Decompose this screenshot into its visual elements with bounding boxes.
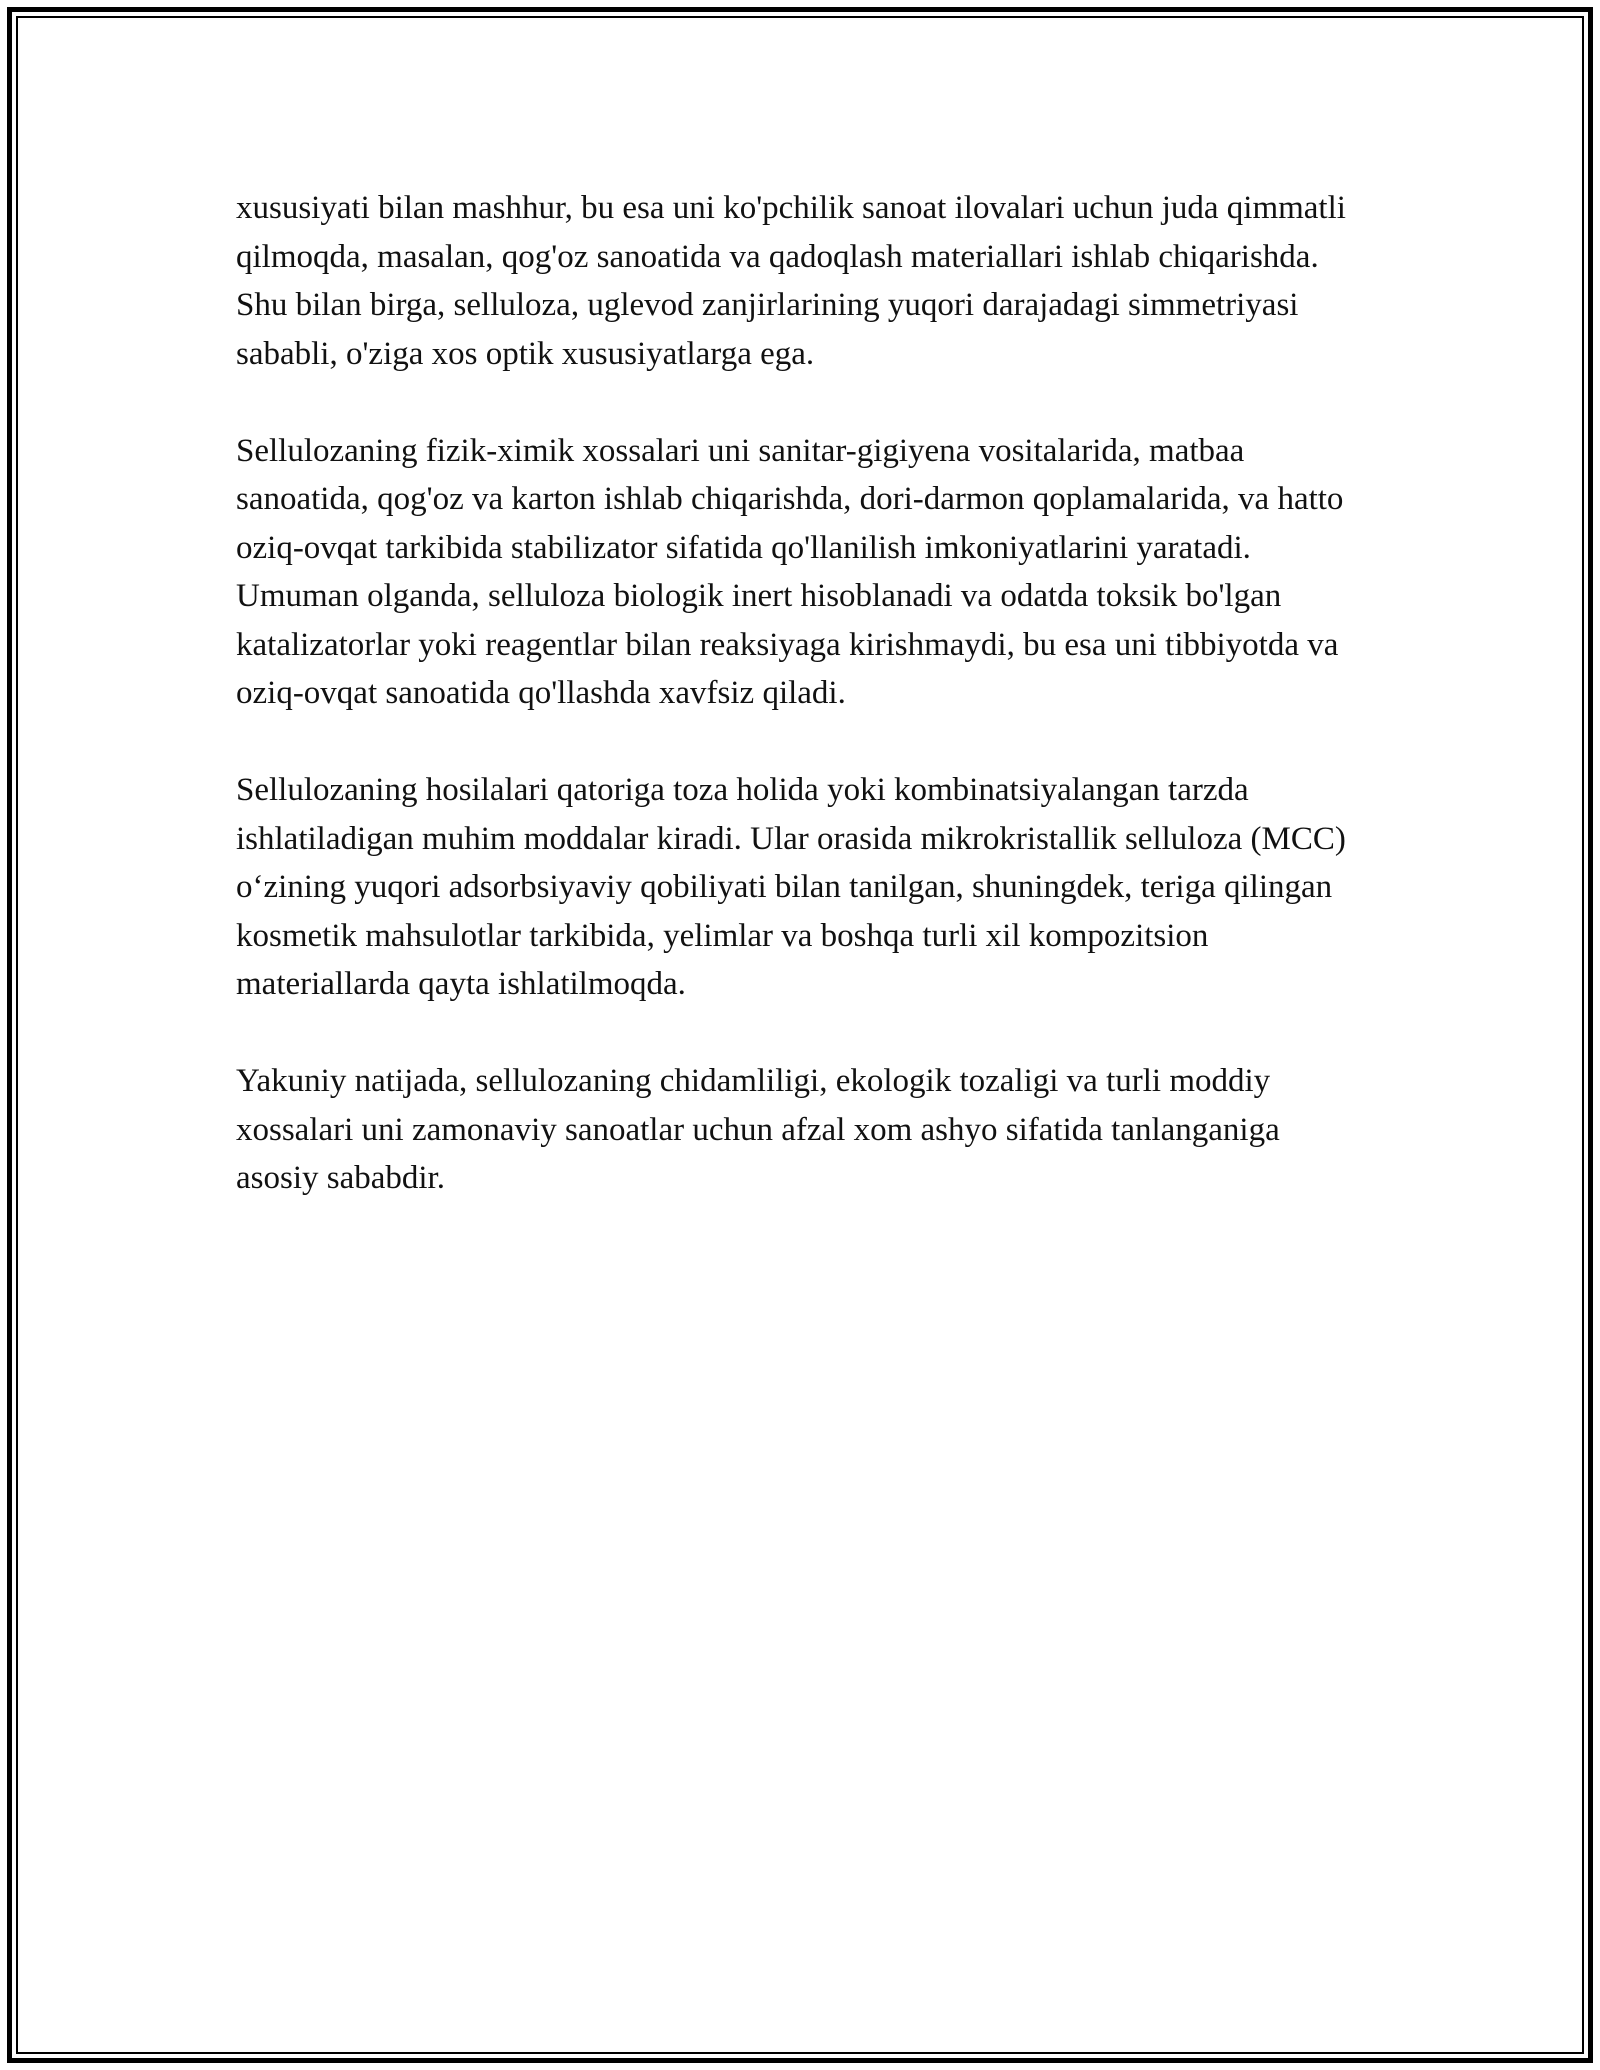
document-body [236,184,1366,1251]
paragraph-3: Sellulozaning hosilalari qatoriga toza holida yoki kombinatsiyalangan tarzda ishlatiladigan muhim moddalar kiradi. Ular orasida mikrokristallik selluloza (MCC) o‘zining yuqori adsorbsiyaviy qobiliyati bilan tanilgan, shuningdek, teriga qilingan kosmetik mahsulotlar tarkibida, yelimlar va boshqa turli xil kompozitsion materiallarda qayta ishlatilmoqda. [236,772,1346,1002]
paragraph-2: Sellulozaning fizik-ximik xossalari uni sanitar-gigiyena vositalarida, matbaa sanoatida, qog'oz va karton ishlab chiqarishda, dori-darmon qoplamalarida, va hatto oziq-ovqat tarkibida stabilizator sifatida qo'llanilish imkoniyatlarini yaratadi. Umuman olganda, selluloza biologik inert hisoblanadi va odatda toksik bo'lgan katalizatorlar yoki reagentlar bilan reaksiyaga kirishmaydi, bu esa uni tibbiyotda va oziq-ovqat sanoatida qo'llashda xavfsiz qiladi. [236,432,1344,711]
paragraph-1: xususiyati bilan mashhur, bu esa uni ko'pchilik sanoat ilovalari uchun juda qimmatli qilmoqda, masalan, qog'oz sanoatida va qadoqlash materiallari ishlab chiqarishda. Shu bilan birga, selluloza, uglevod zanjirlarining yuqori darajadagi simmetriyasi sababli, o'ziga xos optik xususiyatlarga ega. [236,190,1346,372]
paragraph-4: Yakuniy natijada, sellulozaning chidamliligi, ekologik tozaligi va turli moddiy xossalari uni zamonaviy sanoatlar uchun afzal xom ashyo sifatida tanlanganiga asosiy sababdir. [236,1063,1280,1196]
